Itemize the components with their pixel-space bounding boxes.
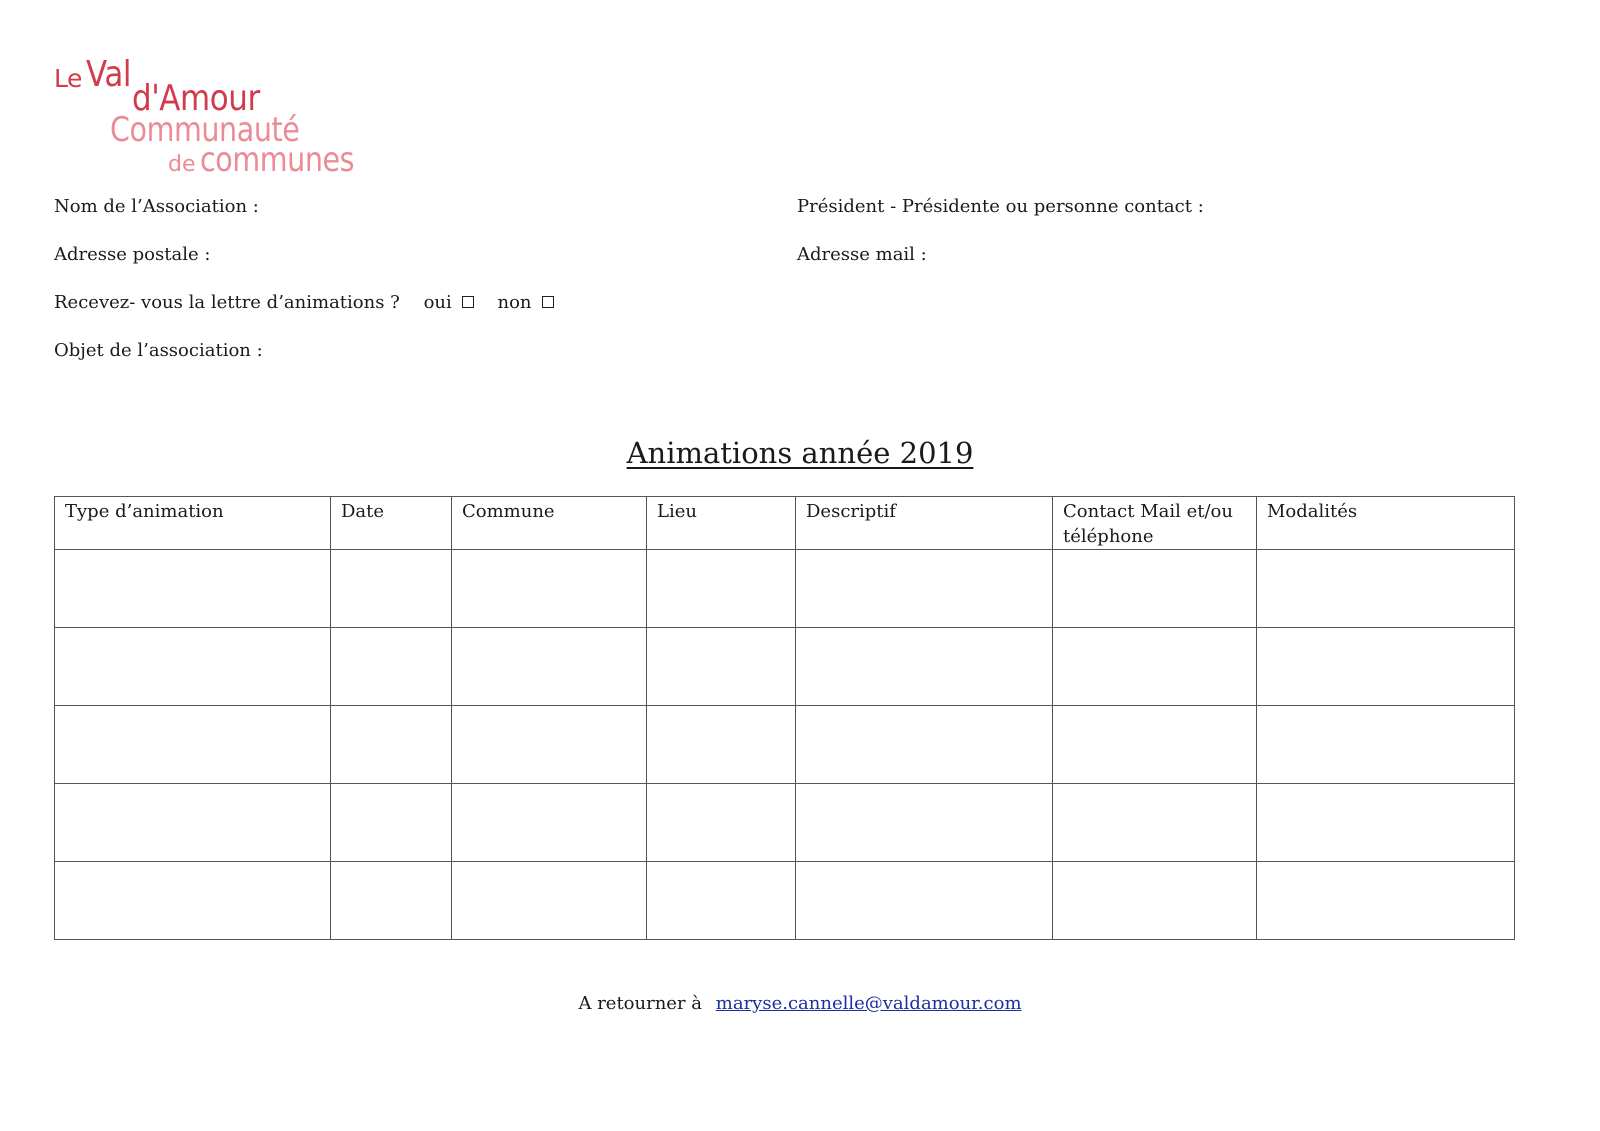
table-cell[interactable] <box>1257 628 1515 706</box>
contact-email-link[interactable]: maryse.cannelle@valdamour.com <box>715 993 1022 1014</box>
table-cell[interactable] <box>55 706 331 784</box>
newsletter-no-option <box>497 292 553 314</box>
table-cell[interactable] <box>55 784 331 862</box>
table-cell[interactable] <box>647 784 796 862</box>
table-cell[interactable] <box>452 706 647 784</box>
table-cell[interactable] <box>452 550 647 628</box>
table-cell[interactable] <box>55 862 331 940</box>
table-cell[interactable] <box>796 706 1053 784</box>
table-cell[interactable] <box>452 784 647 862</box>
newsletter-yes-option <box>424 292 474 314</box>
header-modalites: Modalités <box>1257 497 1515 550</box>
table-row <box>55 706 1515 784</box>
postal-address-label: Adresse postale : <box>54 244 211 265</box>
table-cell[interactable] <box>647 628 796 706</box>
logo-text-le: Le <box>54 64 82 93</box>
table-cell[interactable] <box>647 706 796 784</box>
header-lieu: Lieu <box>647 497 796 550</box>
newsletter-yes-checkbox[interactable] <box>462 296 474 308</box>
table-cell[interactable] <box>452 628 647 706</box>
animations-table <box>54 496 1515 940</box>
table-cell[interactable] <box>1257 784 1515 862</box>
table-cell[interactable] <box>1053 550 1257 628</box>
table-cell[interactable] <box>796 628 1053 706</box>
header-contact: Contact Mail et/ou téléphone <box>1053 497 1257 550</box>
table-cell[interactable] <box>55 550 331 628</box>
table-cell[interactable] <box>1053 784 1257 862</box>
table-row <box>55 628 1515 706</box>
table-cell[interactable] <box>331 628 452 706</box>
table-cell[interactable] <box>452 862 647 940</box>
table-cell[interactable] <box>1257 550 1515 628</box>
table-row <box>55 784 1515 862</box>
association-name-label: Nom de l’Association : <box>54 196 259 217</box>
table-cell[interactable] <box>331 862 452 940</box>
logo-text-damour: d'Amour <box>132 78 260 119</box>
president-label: Président - Présidente ou personne contact : <box>797 196 1204 217</box>
logo-text-de: de <box>168 152 196 177</box>
table-cell[interactable] <box>647 862 796 940</box>
header-date: Date <box>331 497 452 550</box>
table-cell[interactable] <box>1257 862 1515 940</box>
table-cell[interactable] <box>1053 628 1257 706</box>
table-cell[interactable] <box>796 862 1053 940</box>
table-cell[interactable] <box>55 628 331 706</box>
table-cell[interactable] <box>331 784 452 862</box>
newsletter-yes-label: oui <box>423 292 452 313</box>
table-cell[interactable] <box>1053 706 1257 784</box>
newsletter-no-label: non <box>497 292 532 313</box>
newsletter-question-row <box>54 292 554 314</box>
table-cell[interactable] <box>1257 706 1515 784</box>
logo-text-communes: communes <box>200 140 355 180</box>
table-cell[interactable] <box>796 550 1053 628</box>
logo <box>52 48 372 180</box>
table-row <box>55 550 1515 628</box>
purpose-label: Objet de l’association : <box>54 340 263 361</box>
table-header-row <box>55 497 1515 550</box>
table-cell[interactable] <box>796 784 1053 862</box>
newsletter-question: Recevez- vous la lettre d’animations ? <box>54 292 400 313</box>
page-title: Animations année 2019 <box>626 436 974 470</box>
email-label: Adresse mail : <box>797 244 927 265</box>
table-cell[interactable] <box>331 550 452 628</box>
header-type: Type d’animation <box>55 497 331 550</box>
header-descriptif: Descriptif <box>796 497 1053 550</box>
table-cell[interactable] <box>1053 862 1257 940</box>
table-row <box>55 862 1515 940</box>
logo-text-val: Val <box>86 54 132 95</box>
header-commune: Commune <box>452 497 647 550</box>
footer <box>0 993 1600 1014</box>
newsletter-no-checkbox[interactable] <box>542 296 554 308</box>
table-cell[interactable] <box>647 550 796 628</box>
logo-text-communaute: Communauté <box>110 110 300 150</box>
table-cell[interactable] <box>331 706 452 784</box>
return-instruction: A retourner à <box>578 993 703 1014</box>
